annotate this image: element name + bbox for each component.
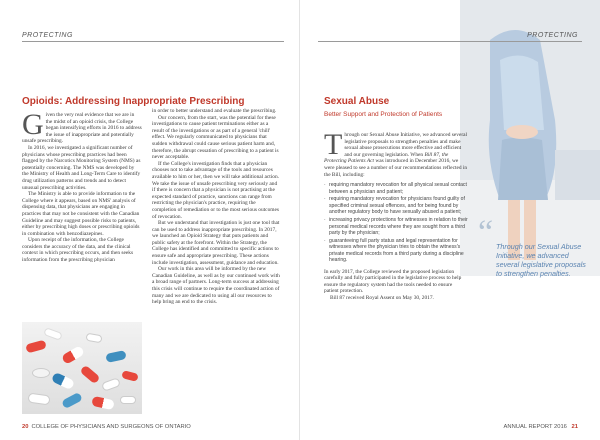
quote-mark-icon: “ [478,214,494,251]
page-number: 20 [22,424,29,430]
footer-text: ANNUAL REPORT 2016 [503,424,567,430]
recommendation-list [324,182,468,263]
right-page [300,0,600,440]
section-tag: PROTECTING [527,32,578,39]
column-1 [22,108,142,264]
column-2 [152,108,280,306]
pills-photo [22,322,142,414]
page-number: 21 [571,424,578,430]
footer [22,424,191,430]
paragraph: in order to better understand and evaluate the prescribing. [152,108,277,114]
footer [504,424,578,430]
paragraph: The Ministry is able to provide information to the College where it appears, based on NMS' analysis of dispensing data, that physicians are engaging in practices that may not be consistent with the Canadian Guideline and may suggest possible risks to patients, either by prescribing high doses or prescribing opioids in combination with benzodiazepines. [22,191,140,237]
paragraph: Given the very real evidence that we are in the midst of an opioid crisis, the College began intensifying efforts in 2016 to address the issue of inappropriate and potentially unsafe prescribing. [22,108,142,145]
dropcap: G [22,108,44,141]
dropcap: T [324,128,343,161]
article-subhead: Better Support and Protection of Patients [324,111,443,118]
paragraph: Our concern, from the start, was the potential for these investigations to cause patient terminations either as a result of the investigations or as part of a general 'chill' effect. We regularly communicated to physicians that sudden withdrawal could cause serious patient harm and, therefore, the abrupt cessation of prescribing to a patient is never acceptable. [152,114,279,161]
footer-text: COLLEGE OF PHYSICIANS AND SURGEONS OF ONTARIO [31,424,191,430]
paragraph: In 2016, we investigated a significant number of physicians whose prescribing practices had been flagged by the Narcotics Monitoring System (NMS) as potentially concerning. The NMS was developed by the Ministry of Health and Long-Term Care to identify drug utilization patterns and trends and to detect unusual prescribing activities. [22,144,141,191]
list-item: · requiring mandatory revocation for all physical sexual contact between a physician and patient; [324,182,468,195]
pull-quote: Through our Sexual Abuse Initiative, we advanced several legislative proposals to strengthen penalties. [496,242,586,278]
paragraph: Bill 87 received Royal Assent on May 30, 2017. [330,294,434,301]
section-tag: PROTECTING [22,32,73,39]
article-title: Sexual Abuse [324,96,390,107]
list-item: · guaranteeing full party status and legal representation for witnesses where the physician tries to obtain the witness's private medical records from a third party during a discipline hearing. [324,238,468,264]
article-title: Opioids: Addressing Inappropriate Prescribing [22,96,245,107]
body-column [324,128,468,302]
header-rule [318,41,582,42]
header-rule [22,41,284,42]
paragraph: If the College's investigation finds that a physician chooses not to take advantage of the tools and resources available to him or her, then we will take additional action. We take the issue of unsafe prescribing very seriously and if there is concern that a physician is not practising at the expected standard of practice, sanctions can range from restricting the physician's practice, requiring the completion of remediation or to the most serious outcomes of revocation. [152,160,280,220]
paragraph: Our work in this area will be informed by the new Canadian Guideline, as well as by our continued work with a broad range of partners. Long-term success at addressing this crisis will continue to require the coordinated action of many and we are dedicated to using all our resources to help bring an end to the crisis. [152,266,280,306]
paragraph: In early 2017, the College reviewed the proposed legislation carefully and fully participated in the legislative process to help ensure the regulatory system had the tools needed to ensure patient protection. [324,268,462,295]
list-item: · requiring mandatory revocation for physicians found guilty of specified criminal sexual offences, and for being found by another regulatory body to have sexually abused a patient; [324,196,468,215]
paragraph: Upon receipt of the information, the College considers the accuracy of the data, and the clinical context in which prescribing occurs, and then seeks information from the prescribing physician [22,237,134,264]
paragraph: But we understand that investigation is just one tool that can be used to address inappropriate prescribing. In 2017, we launched an Opioid Strategy that puts patients and public safety at the forefront. Within the Strategy, the College has identified and committed to specific actions to ensure safe and appropriate prescribing. These actions include investigation, assessment, guidance and education. [152,220,280,266]
paragraph: Through our Sexual Abuse Initiative, we advanced several legislative proposals to strengthen penalties and make sexual abuse prosecutions more effective and efficient and our governing legislation. When Bill 87, the Protecting Patients Act was introduced in December 2016, we were pleased to see a number of our recommendations reflected in the Bill, including: [324,128,468,178]
list-item: · increasing privacy protections for witnesses in relation to their personal medical records where they are sought from a third party by the physician; [324,217,468,236]
